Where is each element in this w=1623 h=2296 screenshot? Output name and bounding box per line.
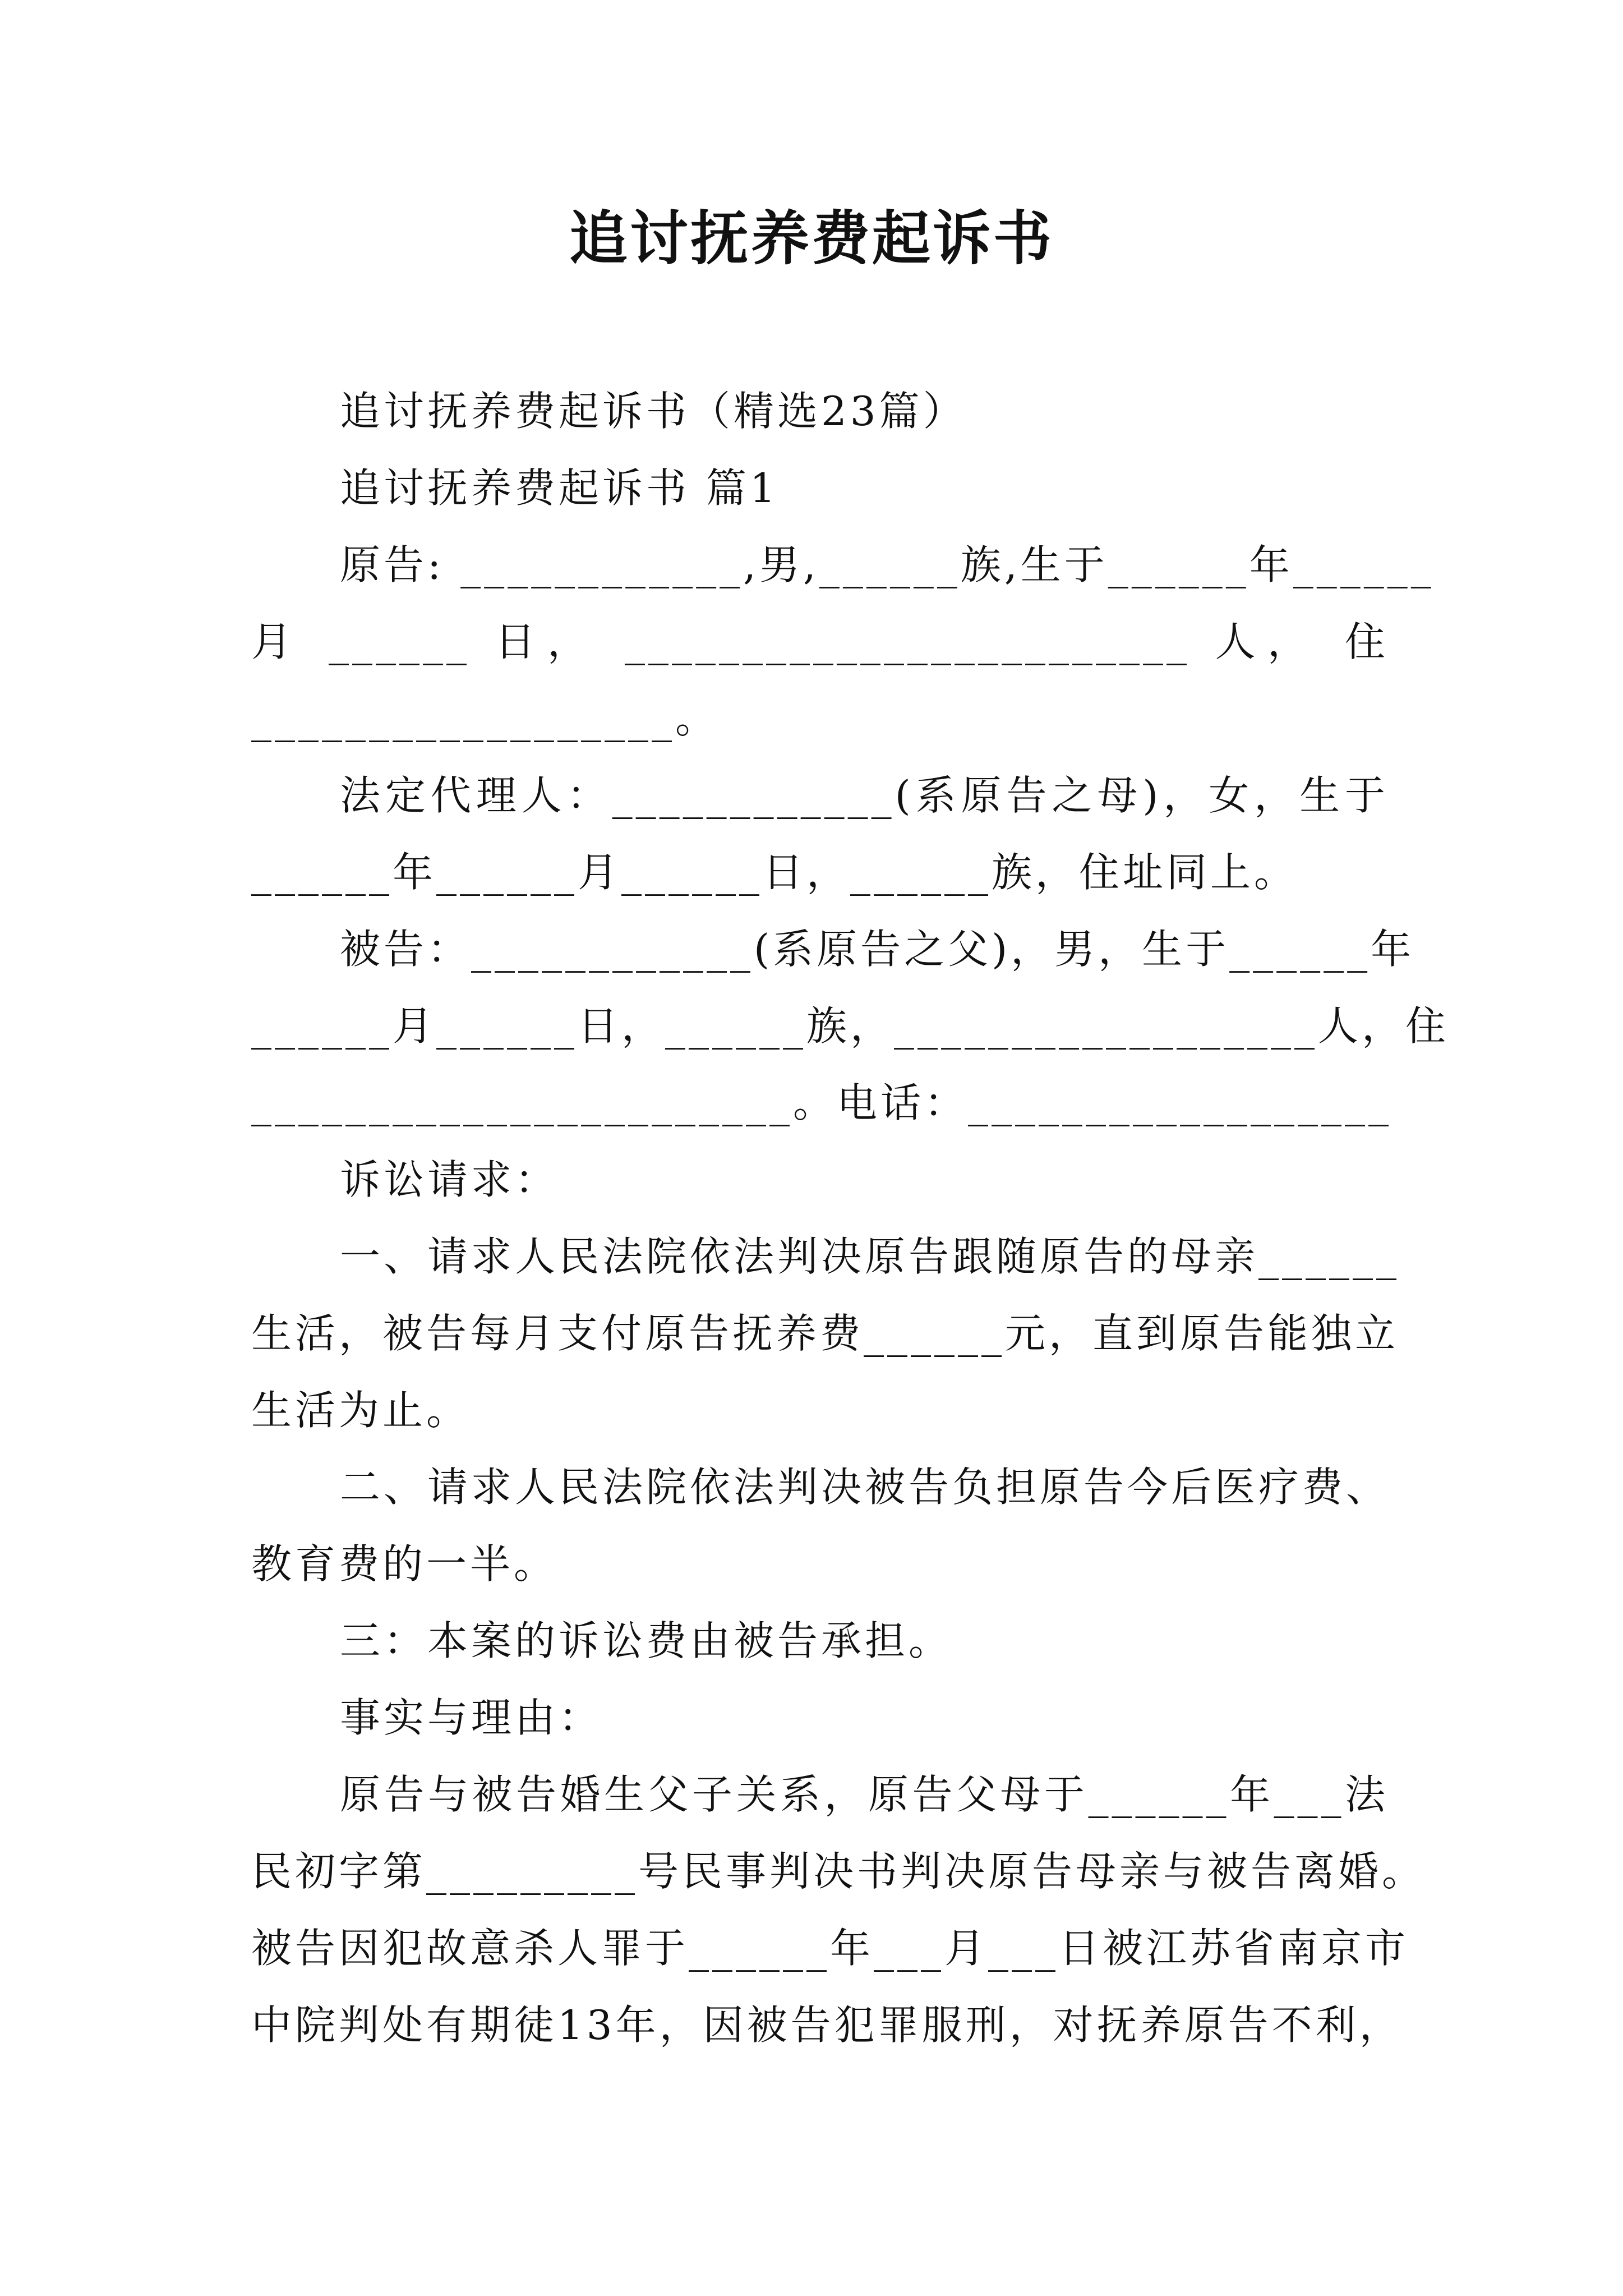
body-line: 民初字第_________号民事判决书判决原告母亲与被告离婚。 bbox=[251, 1848, 1426, 1895]
body-line: 法定代理人：____________(系原告之母)，女，生于 bbox=[340, 772, 1389, 819]
body-line: ______年______月______日，______族，住址同上。 bbox=[251, 849, 1298, 896]
body-line: 诉讼请求： bbox=[340, 1156, 559, 1203]
body-line: 被告：____________(系原告之父)，男，生于______年 bbox=[340, 926, 1415, 973]
body-line: 生活为止。 bbox=[251, 1387, 471, 1434]
body-line: 月 ______ 日， ________________________ 人， 住 bbox=[251, 618, 1389, 665]
body-line: 原告与被告婚生父子关系，原告父母于______年___法 bbox=[340, 1771, 1389, 1818]
body-line: 被告因犯故意杀人罪于______年___月___日被江苏省南京市 bbox=[251, 1925, 1409, 1972]
body-line: 生活，被告每月支付原告抚养费______元，直到原告能独立 bbox=[251, 1310, 1399, 1357]
body-line: 原告: ____________,男,______族,生于______年______ bbox=[340, 541, 1435, 588]
body-line: 追讨抚养费起诉书（精选23篇） bbox=[340, 388, 967, 435]
body-line: 事实与理由： bbox=[340, 1694, 603, 1741]
body-line: 二、请求人民法院依法判决被告负担原告今后医疗费、 bbox=[340, 1464, 1390, 1511]
document-title: 追讨抚养费起诉书 bbox=[569, 204, 1054, 273]
body-line: 一、请求人民法院依法判决原告跟随原告的母亲______ bbox=[340, 1233, 1400, 1280]
body-line: _______________________。电话：__________________ bbox=[251, 1079, 1393, 1126]
body-line: 中院判处有期徒13年，因被告犯罪服刑，对抚养原告不利， bbox=[251, 2001, 1403, 2049]
body-line: ______月______日，______族，__________________人，住 bbox=[251, 1002, 1450, 1050]
body-line: __________________。 bbox=[251, 695, 719, 742]
body-line: 追讨抚养费起诉书 篇1 bbox=[340, 464, 779, 512]
document-body bbox=[251, 373, 1450, 2064]
body-line: 教育费的一半。 bbox=[251, 1540, 558, 1588]
body-line: 三：本案的诉讼费由被告承担。 bbox=[340, 1617, 953, 1664]
